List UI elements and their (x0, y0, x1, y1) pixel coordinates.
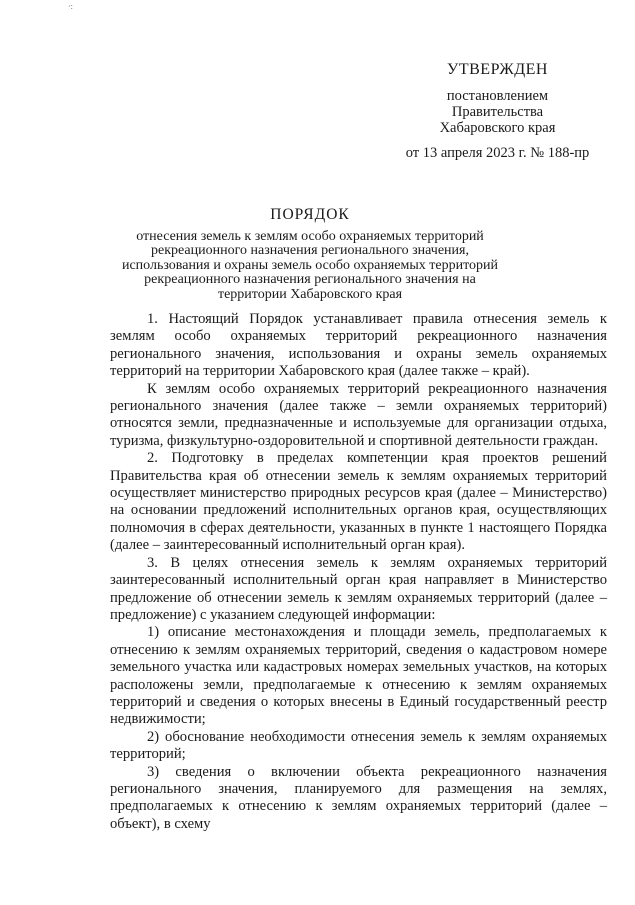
approval-line-1: постановлением (446, 88, 549, 104)
paragraph: 1. Настоящий Порядок устанавливает правила отнесения земель к землям особо охраняемых территорий рекреационного назначения регионального значения, использования и охраны земель охраняемых территорий на территории Хабаровского края (далее также – край). (110, 311, 607, 380)
paragraph: 2. Подготовку в пределах компетенции края проектов решений Правительства края об отнесении земель к землям охраняемых территорий осуществляет министерство природных ресурсов края (далее – Министерство) на основании предложений исполнительных органов края, осуществляющих полномочия в сферах деятельности, указанных в пункте 1 настоящего Порядка (далее – заинтересованный исполнительный орган края). (110, 450, 607, 554)
document-heading: ПОРЯДОК (270, 206, 350, 223)
title-block (110, 208, 510, 302)
paragraph: 3. В целях отнесения земель к землям охраняемых территорий заинтересованный исполнительный орган края направляет в Министерство предложение об отнесении земель к землям охраняемых территорий (далее – предложение) с указанием следующей информации: (110, 554, 607, 623)
approval-block (390, 62, 605, 161)
approval-line-2: Правительства (451, 104, 544, 120)
corner-mark: ·: (68, 2, 73, 11)
approval-date: от 13 апреля 2023 г. № 188-пр (405, 145, 590, 161)
paragraph: К землям особо охраняемых территорий рекреационного назначения регионального значения (далее также – земли охраняемых территорий) относятся земли, предназначенные и используемые для организации отдыха, туризма, физкультурно-оздоровительной и спортивной деятельности граждан. (110, 380, 607, 449)
document-subtitle: отнесения земель к землям особо охраняемых территорий рекреационного назначения регионального значения, использования и охраны земель особо охраняемых территорий рекреационного назначения регионального значения на территории Хабаровского края (121, 228, 499, 302)
document-body (110, 311, 607, 833)
approval-stamp: УТВЕРЖДЕН (447, 61, 548, 78)
paragraph: 3) сведения о включении объекта рекреационного назначения регионального значения, планируемого для размещения на землях, предполагаемых к отнесению к землям охраняемых территорий (далее – объект), в схему (110, 763, 607, 832)
paragraph: 1) описание местонахождения и площади земель, предполагаемых к отнесению к землям охраняемых территорий, сведения о кадастровом номере земельного участка или кадастровых номерах земельных участков, на которых расположены земли, предполагаемые к отнесению к землям охраняемых территорий и сведения о которых внесены в Единый государственный реестр недвижимости; (110, 624, 607, 728)
paragraph: 2) обоснование необходимости отнесения земель к землям охраняемых территорий; (110, 728, 607, 763)
approval-line-3: Хабаровского края (439, 120, 556, 136)
